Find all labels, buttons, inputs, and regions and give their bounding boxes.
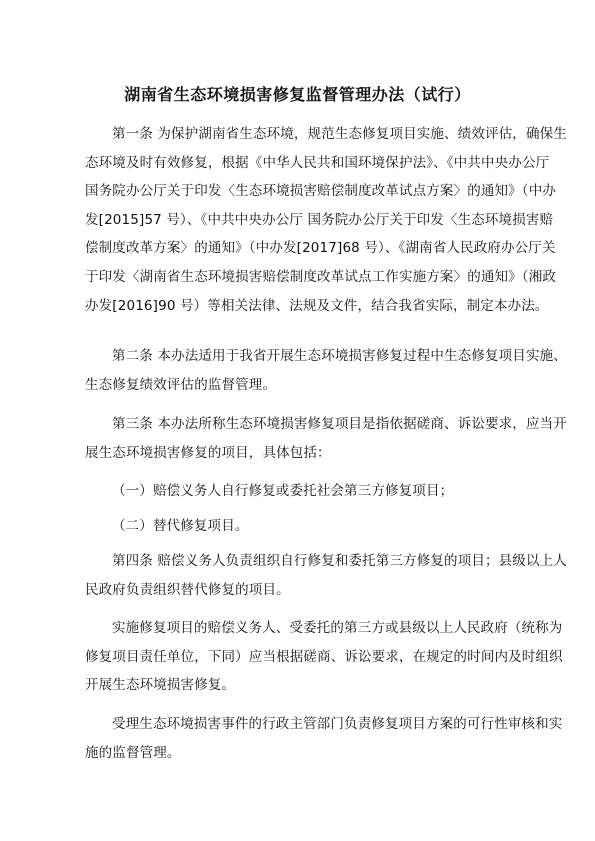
paragraph-line: 第四条 赔偿义务人负责组织自行修复和委托第三方修复的项目；县级以上人 — [112, 553, 567, 569]
paragraph-line: 第三条 本办法所称生态环境损害修复项目是指依据磋商、诉讼要求，应当开 — [112, 416, 567, 432]
paragraph-line: 民政府负责组织替代修复的项目。 — [85, 581, 290, 598]
paragraph-line: 施的监督管理。 — [85, 744, 181, 761]
item-2-paragraph — [58, 512, 540, 541]
paragraph-line: 偿制度改革方案〉的通知》（中办发[2017]68 号）、《湖南省人民政府办公厅关 — [85, 240, 556, 257]
paragraph-line: 修复项目责任单位，下同）应当根据磋商、诉讼要求，在规定的时间内及时组织 — [85, 648, 563, 665]
paragraph-line: 实施修复项目的赔偿义务人、受委托的第三方或县级以上人民政府（统称为 — [112, 620, 563, 636]
paragraph-line: 态环境及时有效修复，根据《中华人民共和国环境保护法》、《中共中央办公厅 — [85, 154, 550, 171]
article-4-paragraph — [58, 547, 567, 604]
document-title: 湖南省生态环境损害修复监督管理办法（试行） — [124, 85, 471, 104]
paragraph-line: 第二条 本办法适用于我省开展生态环境损害修复过程中生态修复项目实施、 — [112, 348, 567, 364]
article-2-paragraph — [58, 342, 567, 399]
item-1-paragraph — [58, 477, 540, 506]
paragraph-line: 国务院办公厅关于印发〈生态环境损害赔偿制度改革试点方案〉的通知》（中办 — [85, 183, 556, 200]
paragraph-line: 发[2015]57 号）、《中共中央办公厅 国务院办公厅关于印发〈生态环境损害赔 — [85, 211, 554, 228]
paragraph-line: 受理生态环境损害事件的行政主管部门负责修复项目方案的可行性审核和实 — [112, 716, 563, 732]
supervision-paragraph — [58, 710, 563, 767]
paragraph-line: 生态修复绩效评估的监督管理。 — [85, 376, 277, 393]
paragraph-line: 于印发〈湖南省生态环境损害赔偿制度改革试点工作实施方案〉的通知》（湘政 — [85, 268, 556, 285]
paragraph-line: 展生态环境损害修复的项目，具体包括： — [85, 444, 331, 461]
implementation-paragraph — [58, 614, 563, 700]
article-3-paragraph — [58, 410, 567, 467]
article-1-paragraph — [58, 120, 567, 320]
paragraph-line: （二）替代修复项目。 — [112, 518, 249, 534]
paragraph-line: 办发[2016]90 号）等相关法律、法规及文件，结合我省实际，制定本办法。 — [85, 297, 549, 314]
paragraph-line: （一）赔偿义务人自行修复或委托社会第三方修复项目； — [112, 483, 454, 499]
paragraph-line: 第一条 为保护湖南省生态环境，规范生态修复项目实施、绩效评估，确保生 — [112, 126, 567, 142]
paragraph-line: 开展生态环境损害修复。 — [85, 677, 236, 694]
